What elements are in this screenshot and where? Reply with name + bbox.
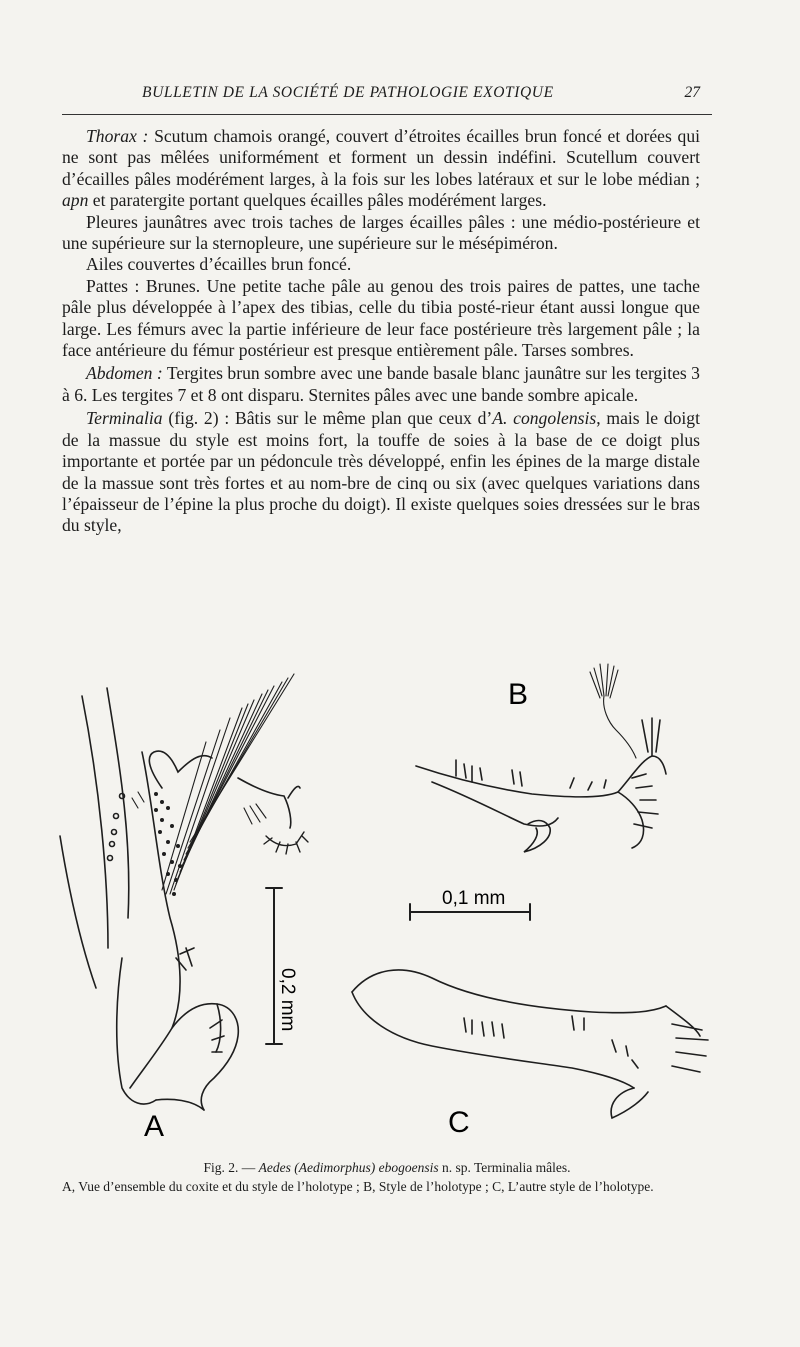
panel-b-tuft	[590, 664, 636, 758]
header-rule	[62, 114, 712, 115]
label-a: A	[144, 1110, 165, 1143]
paragraph-pattes: Pattes : Brunes. Une petite tache pâle au genou des trois paires de pattes, une tache pâle plus développée à l’apex des tibias, celle du tibia posté-rieur étant aussi longue que large. Les fémurs avec la partie inférieure de leur face postérieure très largement pâle ; la face antérieure du fémur postérieur est presque entièrement pâle. Tarses sombres.	[62, 275, 700, 361]
panel-c-style	[352, 970, 708, 1118]
running-title: BULLETIN DE LA SOCIÉTÉ DE PATHOLOGIE EXOTIQUE	[142, 84, 554, 101]
panel-a-dots	[154, 792, 182, 896]
scale-label-vertical: 0,2 mm	[277, 968, 298, 1032]
paragraph-emphasis: apn	[62, 190, 89, 211]
paragraph-abdomen	[62, 363, 700, 406]
paragraph-terminalia	[62, 408, 700, 536]
paragraph-text: Scutum chamois orangé, couvert d’étroites écailles brun foncé et dorées qui ne sont pas mêlées uniformément et forment un dessin indéfini. Scutellum couvert d’écailles pâles modérément larges, à la fois sur les lobes latéraux et sur le lobe médian ;	[62, 126, 700, 189]
running-header	[62, 84, 714, 106]
figure-2-drawing	[52, 648, 752, 1160]
caption-body: A, Vue d’ensemble du coxite et du style de l’holotype ; B, Style de l’holotype ; C, L’autre style de l’holotype.	[62, 1178, 654, 1194]
page-number: 27	[684, 84, 700, 101]
paragraph-lead: Terminalia	[86, 408, 163, 429]
panel-a-coxite	[60, 688, 300, 1110]
paragraph-thorax	[62, 126, 700, 212]
paragraph-lead: Abdomen :	[86, 363, 163, 384]
paragraph-text: (fig. 2) : Bâtis sur le même plan que ceux d’	[162, 408, 493, 429]
figure-caption	[62, 1160, 712, 1195]
paragraph-emphasis: A. congolensis	[492, 408, 597, 429]
paragraph-lead: Thorax :	[86, 126, 149, 146]
scale-label-horizontal: 0,1 mm	[442, 888, 506, 909]
panel-a-style-spines	[264, 832, 308, 854]
paragraph-ailes: Ailes couvertes d’écailles brun foncé.	[86, 254, 352, 275]
paragraph-pleures: Pleures jaunâtres avec trois taches de larges écailles pâles : une médio-postérieure et une supérieure sur la sternopleure, une supérieure sur le mésépiméron.	[62, 211, 700, 254]
body-text	[62, 126, 700, 537]
panel-b-style	[416, 718, 666, 852]
paragraph-tail: et paratergite portant quelques écailles pâles modérément larges.	[88, 190, 547, 211]
paragraph-text: Tergites brun sombre avec une bande basale blanc jaunâtre sur les tergites 3 à 6. Les tergites 7 et 8 ont disparu. Sternites pâles avec une bande sombre apicale.	[62, 363, 700, 405]
paragraph-tail: , mais le doigt de la massue du style est moins fort, la touffe de soies à la base de ce doigt plus importante et portée par un pédoncule très développé, enfin les épines de la marge distale de la massue sont très fortes et au nom-bre de cinq ou six (avec quelques variations dans l’épaisseur de l’épine la plus proche du doigt). Il existe quelques soies dressées sur le bras du style,	[62, 408, 700, 536]
caption-species: Aedes (Aedimorphus) ebogoensis	[258, 1160, 439, 1175]
label-c: C	[448, 1106, 470, 1139]
caption-title	[62, 1160, 712, 1177]
panel-a-setae-tuft	[132, 674, 294, 894]
caption-suffix: n. sp. Terminalia mâles.	[438, 1160, 571, 1175]
caption-prefix: Fig. 2. —	[203, 1160, 259, 1175]
label-b: B	[508, 678, 529, 711]
